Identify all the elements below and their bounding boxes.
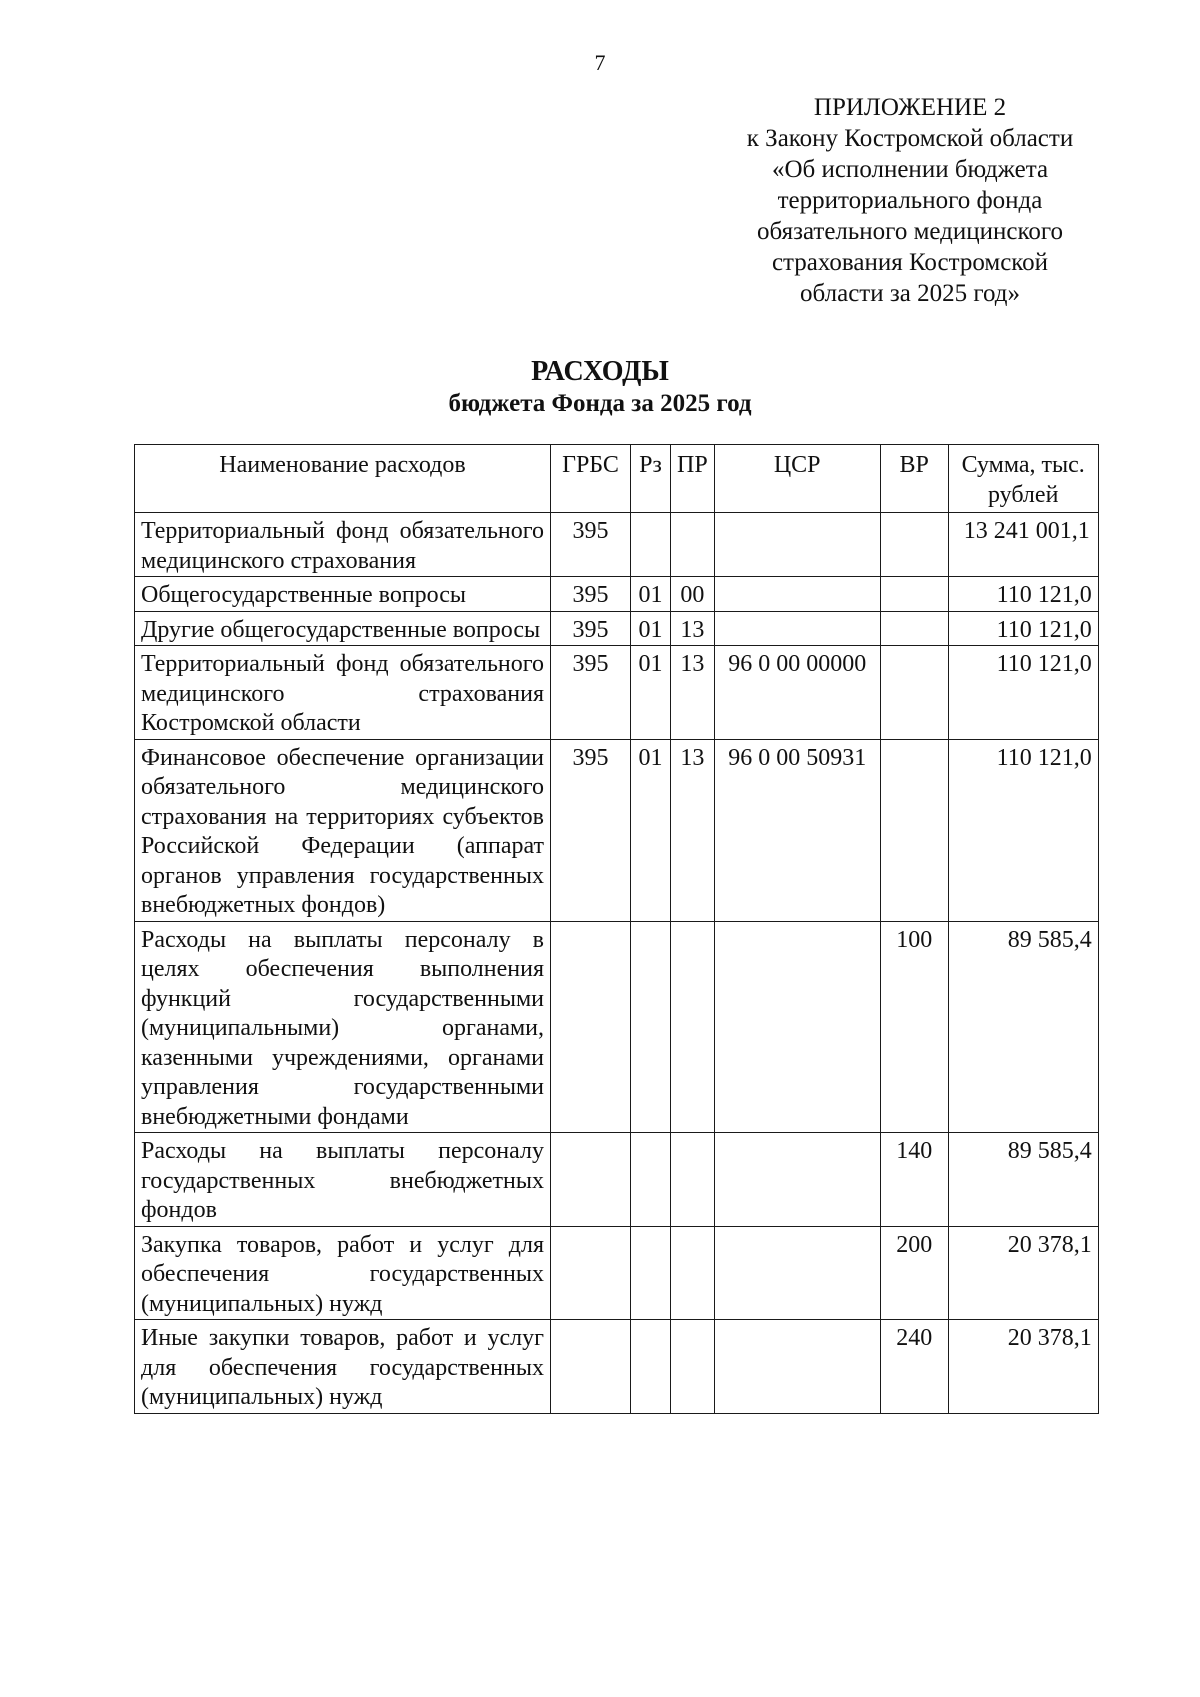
cell-vr: 100 <box>880 921 948 1133</box>
cell-pr: 13 <box>671 739 715 921</box>
cell-sum: 110 121,0 <box>948 646 1098 740</box>
cell-vr <box>880 513 948 577</box>
appendix-line: к Закону Костромской области <box>746 125 1074 152</box>
cell-csr: 96 0 00 50931 <box>714 739 880 921</box>
cell-name: Закупка товаров, работ и услуг для обеспечения государственных (муниципальных) нужд <box>135 1226 551 1320</box>
expenses-table <box>134 444 1099 1414</box>
document-title: РАСХОДЫ <box>531 356 669 387</box>
cell-vr: 140 <box>880 1133 948 1227</box>
cell-sum: 110 121,0 <box>948 577 1098 612</box>
header-grbs: ГРБС <box>551 445 631 513</box>
cell-pr <box>671 1226 715 1320</box>
appendix-line: области за 2025 год» <box>800 280 1020 307</box>
cell-grbs <box>551 1133 631 1227</box>
cell-pr: 13 <box>671 611 715 646</box>
cell-sum: 89 585,4 <box>948 1133 1098 1227</box>
cell-rz <box>631 1226 671 1320</box>
cell-csr <box>714 611 880 646</box>
table-row <box>135 1133 1099 1227</box>
cell-name: Территориальный фонд обязательного медицинского страхования Костромской области <box>135 646 551 740</box>
cell-name: Другие общегосударственные вопросы <box>135 611 551 646</box>
appendix-line: обязательного медицинского <box>756 218 1063 245</box>
table-row <box>135 646 1099 740</box>
header-csr: ЦСР <box>714 445 880 513</box>
cell-sum: 20 378,1 <box>948 1320 1098 1414</box>
cell-csr <box>714 1320 880 1414</box>
cell-rz: 01 <box>631 577 671 612</box>
cell-pr <box>671 1133 715 1227</box>
cell-name: Территориальный фонд обязательного медицинского страхования <box>135 513 551 577</box>
table-row <box>135 1226 1099 1320</box>
table-row <box>135 611 1099 646</box>
cell-csr <box>714 1133 880 1227</box>
cell-vr <box>880 611 948 646</box>
table-header-row <box>135 445 1099 513</box>
header-pr: ПР <box>671 445 715 513</box>
header-vr: ВР <box>880 445 948 513</box>
cell-rz <box>631 1320 671 1414</box>
header-rz: Рз <box>631 445 671 513</box>
cell-sum: 110 121,0 <box>948 611 1098 646</box>
cell-csr <box>714 577 880 612</box>
header-sum: Сумма, тыс. рублей <box>948 445 1098 513</box>
cell-grbs <box>551 921 631 1133</box>
cell-sum: 20 378,1 <box>948 1226 1098 1320</box>
cell-pr <box>671 1320 715 1414</box>
cell-vr <box>880 577 948 612</box>
appendix-line: территориального фонда <box>777 187 1043 214</box>
cell-pr <box>671 513 715 577</box>
cell-vr: 240 <box>880 1320 948 1414</box>
table-row <box>135 1320 1099 1414</box>
cell-rz <box>631 513 671 577</box>
cell-grbs: 395 <box>551 646 631 740</box>
cell-pr <box>671 921 715 1133</box>
cell-sum: 89 585,4 <box>948 921 1098 1133</box>
cell-csr: 96 0 00 00000 <box>714 646 880 740</box>
table-row <box>135 739 1099 921</box>
cell-grbs <box>551 1226 631 1320</box>
cell-rz <box>631 921 671 1133</box>
table-row <box>135 921 1099 1133</box>
cell-rz: 01 <box>631 611 671 646</box>
cell-name: Финансовое обеспечение организации обязательного медицинского страхования на территориях субъектов Российской Федерации (аппарат органов управления государственных внебюджетных фондов) <box>135 739 551 921</box>
cell-vr <box>880 739 948 921</box>
cell-grbs: 395 <box>551 739 631 921</box>
appendix-line: страхования Костромской <box>771 249 1049 276</box>
table-row <box>135 577 1099 612</box>
cell-grbs: 395 <box>551 513 631 577</box>
cell-name: Расходы на выплаты персоналу государственных внебюджетных фондов <box>135 1133 551 1227</box>
cell-rz: 01 <box>631 646 671 740</box>
cell-name: Расходы на выплаты персоналу в целях обеспечения выполнения функций государственными (муниципальными) органами, казенными учреждениями, органами управления государственными внебюджетными фондами <box>135 921 551 1133</box>
cell-sum: 110 121,0 <box>948 739 1098 921</box>
page-number: 7 <box>594 50 606 75</box>
cell-name: Общегосударственные вопросы <box>135 577 551 612</box>
cell-grbs <box>551 1320 631 1414</box>
cell-rz <box>631 1133 671 1227</box>
cell-grbs: 395 <box>551 611 631 646</box>
table-row <box>135 513 1099 577</box>
appendix-header <box>715 92 1105 309</box>
cell-pr: 13 <box>671 646 715 740</box>
cell-grbs: 395 <box>551 577 631 612</box>
cell-csr <box>714 513 880 577</box>
cell-pr: 00 <box>671 577 715 612</box>
cell-csr <box>714 921 880 1133</box>
appendix-line: ПРИЛОЖЕНИЕ 2 <box>813 94 1007 121</box>
appendix-line: «Об исполнении бюджета <box>771 156 1049 183</box>
cell-name: Иные закупки товаров, работ и услуг для обеспечения государственных (муниципальных) нужд <box>135 1320 551 1414</box>
cell-csr <box>714 1226 880 1320</box>
cell-vr <box>880 646 948 740</box>
cell-rz: 01 <box>631 739 671 921</box>
cell-vr: 200 <box>880 1226 948 1320</box>
document-subtitle: бюджета Фонда за 2025 год <box>448 390 752 417</box>
cell-sum: 13 241 001,1 <box>948 513 1098 577</box>
header-name: Наименование расходов <box>135 445 551 513</box>
